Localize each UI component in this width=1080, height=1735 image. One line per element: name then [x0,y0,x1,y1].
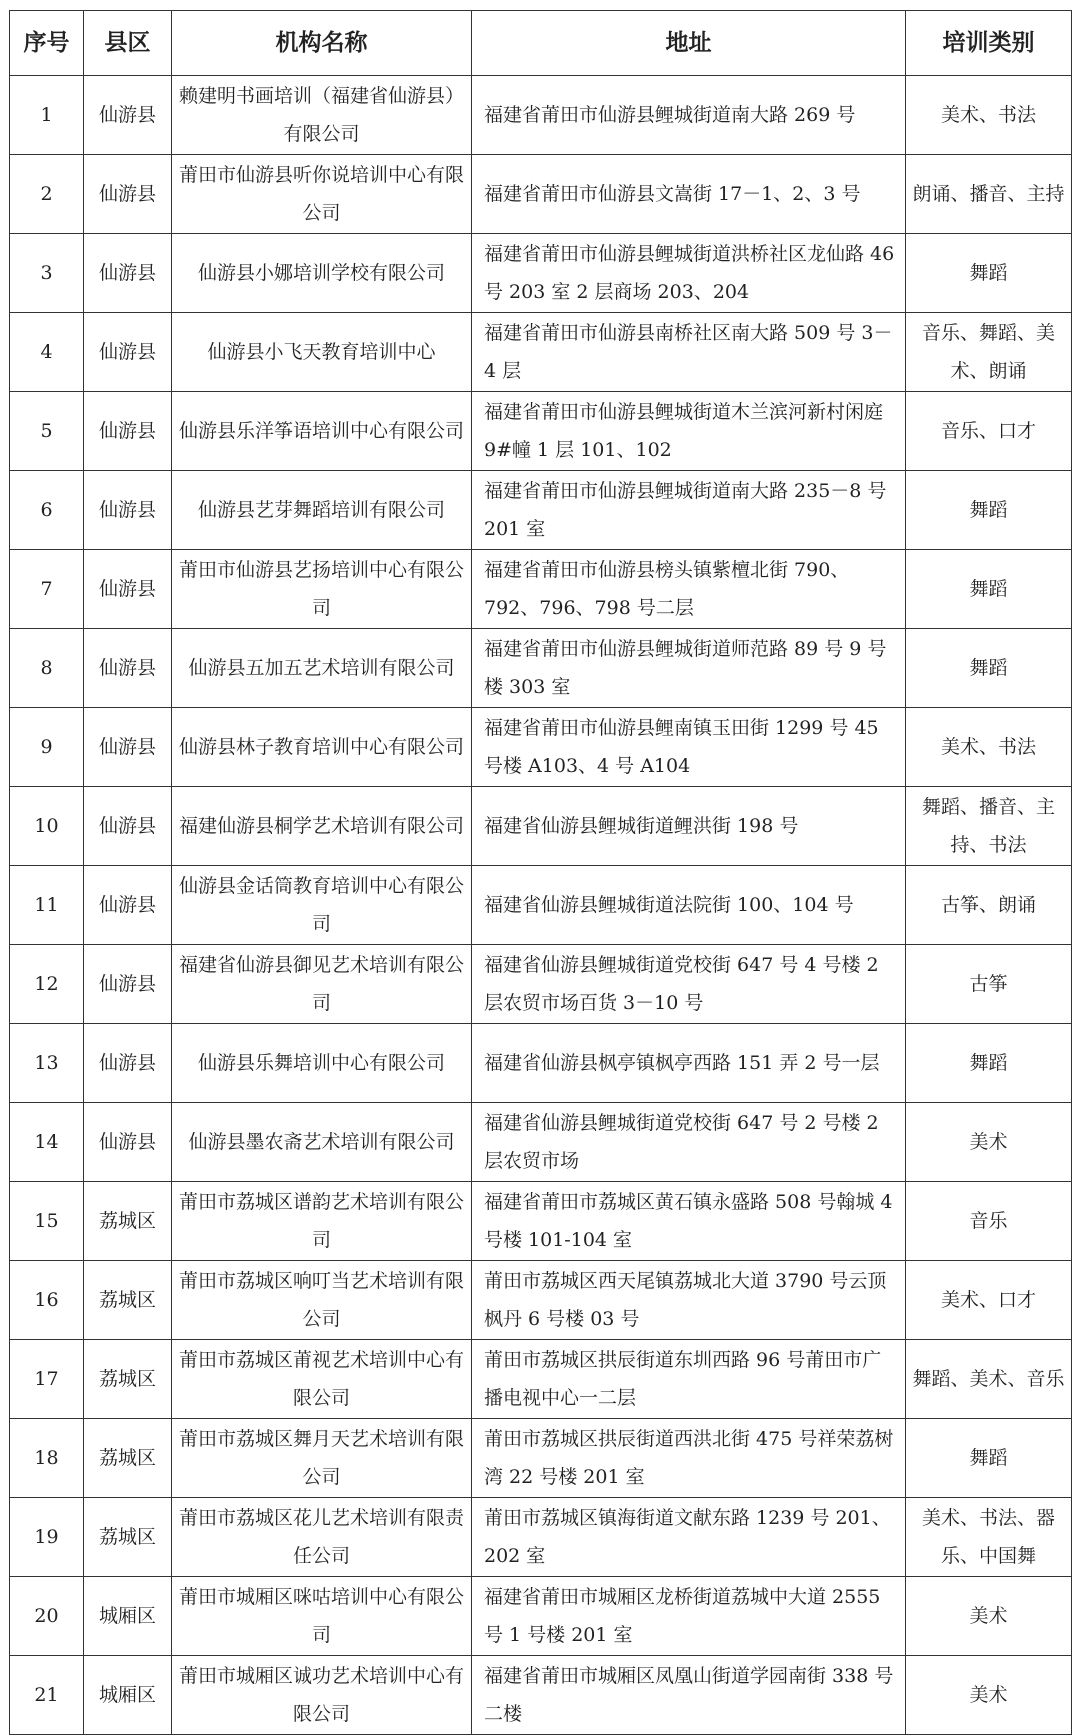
cell-county: 仙游县 [84,708,172,787]
cell-address: 福建省仙游县鲤城街道党校街 647 号 4 号楼 2 层农贸市场百货 3－10 号 [472,945,906,1024]
cell-address: 福建省仙游县枫亭镇枫亭西路 151 弄 2 号一层 [472,1024,906,1103]
cell-index: 19 [10,1498,84,1577]
cell-institution-name: 莆田市城厢区诚功艺术培训中心有限公司 [172,1656,472,1735]
table-row [10,708,1072,787]
cell-institution-name: 仙游县艺芽舞蹈培训有限公司 [172,471,472,550]
cell-index: 10 [10,787,84,866]
cell-training-category: 美术、书法 [906,708,1072,787]
cell-county: 荔城区 [84,1261,172,1340]
table-row [10,1182,1072,1261]
cell-institution-name: 仙游县五加五艺术培训有限公司 [172,629,472,708]
cell-index: 7 [10,550,84,629]
cell-address: 福建省莆田市仙游县鲤城街道南大路 269 号 [472,76,906,155]
table-header-row [10,11,1072,76]
cell-training-category: 美术、书法、器乐、中国舞 [906,1498,1072,1577]
cell-training-category: 美术 [906,1656,1072,1735]
table-row [10,392,1072,471]
cell-index: 16 [10,1261,84,1340]
cell-institution-name: 仙游县金话筒教育培训中心有限公司 [172,866,472,945]
cell-county: 仙游县 [84,1103,172,1182]
cell-training-category: 古筝 [906,945,1072,1024]
cell-county: 仙游县 [84,550,172,629]
table-row [10,234,1072,313]
cell-training-category: 舞蹈、播音、主持、书法 [906,787,1072,866]
training-institutions-table-wrapper [9,10,1071,1735]
cell-index: 9 [10,708,84,787]
header-index: 序号 [10,11,84,76]
cell-address: 福建省仙游县鲤城街道鲤洪街 198 号 [472,787,906,866]
cell-institution-name: 莆田市城厢区咪咕培训中心有限公司 [172,1577,472,1656]
header-institution-name: 机构名称 [172,11,472,76]
cell-county: 仙游县 [84,629,172,708]
cell-index: 21 [10,1656,84,1735]
cell-address: 福建省莆田市仙游县榜头镇紫檀北街 790、792、796、798 号二层 [472,550,906,629]
cell-address: 莆田市荔城区镇海街道文献东路 1239 号 201、202 室 [472,1498,906,1577]
cell-county: 仙游县 [84,1024,172,1103]
header-address: 地址 [472,11,906,76]
cell-index: 4 [10,313,84,392]
cell-training-category: 朗诵、播音、主持 [906,155,1072,234]
cell-address: 福建省莆田市仙游县文嵩街 17－1、2、3 号 [472,155,906,234]
cell-institution-name: 仙游县乐舞培训中心有限公司 [172,1024,472,1103]
cell-address: 福建省莆田市仙游县鲤城街道洪桥社区龙仙路 46 号 203 室 2 层商场 203、204 [472,234,906,313]
cell-index: 12 [10,945,84,1024]
training-institutions-table [9,10,1072,1735]
cell-training-category: 舞蹈、美术、音乐 [906,1340,1072,1419]
cell-institution-name: 仙游县墨农斋艺术培训有限公司 [172,1103,472,1182]
cell-institution-name: 福建省仙游县御见艺术培训有限公司 [172,945,472,1024]
cell-county: 仙游县 [84,471,172,550]
cell-institution-name: 仙游县林子教育培训中心有限公司 [172,708,472,787]
cell-address: 莆田市荔城区西天尾镇荔城北大道 3790 号云顶枫丹 6 号楼 03 号 [472,1261,906,1340]
cell-training-category: 美术 [906,1103,1072,1182]
cell-county: 仙游县 [84,392,172,471]
header-county: 县区 [84,11,172,76]
table-row [10,1024,1072,1103]
cell-index: 14 [10,1103,84,1182]
table-row [10,1656,1072,1735]
cell-training-category: 舞蹈 [906,1024,1072,1103]
cell-address: 莆田市荔城区拱辰街道西洪北街 475 号祥荣荔树湾 22 号楼 201 室 [472,1419,906,1498]
cell-index: 15 [10,1182,84,1261]
cell-county: 仙游县 [84,945,172,1024]
cell-county: 荔城区 [84,1498,172,1577]
cell-training-category: 古筝、朗诵 [906,866,1072,945]
cell-index: 2 [10,155,84,234]
table-row [10,866,1072,945]
cell-institution-name: 莆田市荔城区谱韵艺术培训有限公司 [172,1182,472,1261]
cell-institution-name: 莆田市仙游县听你说培训中心有限公司 [172,155,472,234]
cell-institution-name: 仙游县小飞天教育培训中心 [172,313,472,392]
cell-index: 6 [10,471,84,550]
cell-training-category: 音乐、舞蹈、美术、朗诵 [906,313,1072,392]
cell-index: 1 [10,76,84,155]
cell-county: 仙游县 [84,787,172,866]
table-row [10,629,1072,708]
cell-county: 荔城区 [84,1340,172,1419]
cell-address: 福建省莆田市仙游县南桥社区南大路 509 号 3－4 层 [472,313,906,392]
cell-institution-name: 莆田市荔城区舞月天艺术培训有限公司 [172,1419,472,1498]
cell-address: 福建省莆田市仙游县鲤城街道南大路 235－8 号 201 室 [472,471,906,550]
cell-training-category: 音乐 [906,1182,1072,1261]
table-row [10,1419,1072,1498]
cell-training-category: 舞蹈 [906,629,1072,708]
cell-address: 福建省仙游县鲤城街道党校街 647 号 2 号楼 2 层农贸市场 [472,1103,906,1182]
cell-address: 福建省莆田市城厢区龙桥街道荔城中大道 2555 号 1 号楼 201 室 [472,1577,906,1656]
table-body [10,76,1072,1735]
cell-institution-name: 赖建明书画培训（福建省仙游县）有限公司 [172,76,472,155]
cell-index: 20 [10,1577,84,1656]
cell-address: 福建省莆田市仙游县鲤南镇玉田街 1299 号 45 号楼 A103、4 号 A104 [472,708,906,787]
cell-institution-name: 莆田市荔城区响叮当艺术培训有限公司 [172,1261,472,1340]
table-row [10,1577,1072,1656]
cell-address: 福建省仙游县鲤城街道法院街 100、104 号 [472,866,906,945]
cell-training-category: 舞蹈 [906,550,1072,629]
table-row [10,945,1072,1024]
cell-address: 福建省莆田市仙游县鲤城街道木兰滨河新村闲庭 9#幢 1 层 101、102 [472,392,906,471]
cell-training-category: 音乐、口才 [906,392,1072,471]
cell-county: 仙游县 [84,155,172,234]
cell-index: 11 [10,866,84,945]
cell-index: 17 [10,1340,84,1419]
table-row [10,1340,1072,1419]
table-row [10,313,1072,392]
cell-training-category: 舞蹈 [906,1419,1072,1498]
cell-institution-name: 莆田市仙游县艺扬培训中心有限公司 [172,550,472,629]
cell-institution-name: 仙游县小娜培训学校有限公司 [172,234,472,313]
cell-index: 13 [10,1024,84,1103]
table-row [10,1103,1072,1182]
cell-county: 城厢区 [84,1577,172,1656]
table-row [10,550,1072,629]
cell-address: 福建省莆田市城厢区凤凰山街道学园南街 338 号二楼 [472,1656,906,1735]
cell-training-category: 美术、口才 [906,1261,1072,1340]
table-row [10,76,1072,155]
cell-index: 8 [10,629,84,708]
table-row [10,1498,1072,1577]
cell-county: 仙游县 [84,76,172,155]
cell-institution-name: 莆田市荔城区莆视艺术培训中心有限公司 [172,1340,472,1419]
cell-index: 18 [10,1419,84,1498]
table-row [10,787,1072,866]
cell-training-category: 舞蹈 [906,471,1072,550]
cell-county: 荔城区 [84,1182,172,1261]
cell-training-category: 美术、书法 [906,76,1072,155]
table-row [10,471,1072,550]
table-row [10,155,1072,234]
cell-index: 3 [10,234,84,313]
table-row [10,1261,1072,1340]
header-training-category: 培训类别 [906,11,1072,76]
cell-county: 城厢区 [84,1656,172,1735]
cell-address: 莆田市荔城区拱辰街道东圳西路 96 号莆田市广播电视中心一二层 [472,1340,906,1419]
cell-index: 5 [10,392,84,471]
cell-county: 仙游县 [84,313,172,392]
cell-county: 仙游县 [84,866,172,945]
cell-address: 福建省莆田市荔城区黄石镇永盛路 508 号翰城 4 号楼 101-104 室 [472,1182,906,1261]
cell-training-category: 舞蹈 [906,234,1072,313]
cell-institution-name: 仙游县乐洋筝语培训中心有限公司 [172,392,472,471]
cell-institution-name: 莆田市荔城区花儿艺术培训有限责任公司 [172,1498,472,1577]
cell-county: 仙游县 [84,234,172,313]
cell-county: 荔城区 [84,1419,172,1498]
cell-address: 福建省莆田市仙游县鲤城街道师范路 89 号 9 号楼 303 室 [472,629,906,708]
cell-training-category: 美术 [906,1577,1072,1656]
cell-institution-name: 福建仙游县桐学艺术培训有限公司 [172,787,472,866]
